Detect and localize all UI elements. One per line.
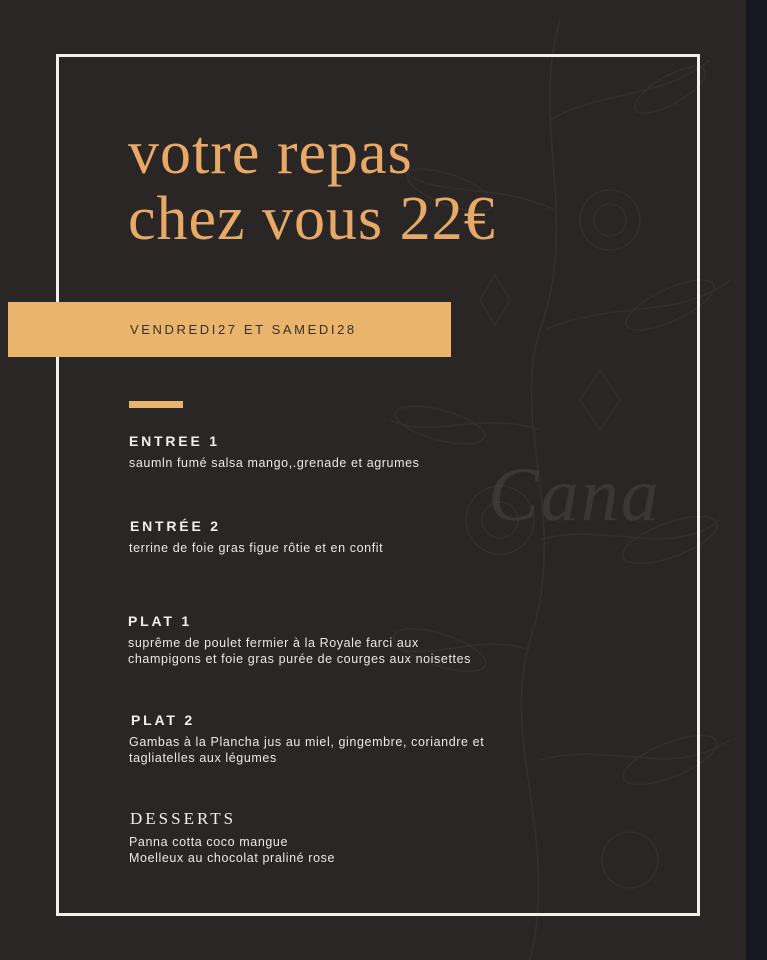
section-line: terrine de foie gras figue rôtie et en confit xyxy=(129,541,384,555)
section-line: Moelleux au chocolat praliné rose xyxy=(129,851,336,865)
section-heading-plat-1: PLAT 1 xyxy=(128,613,192,629)
section-text-plat-1 xyxy=(128,635,471,667)
section-line: saumln fumé salsa mango,.grenade et agrumes xyxy=(129,456,420,470)
section-heading-desserts: DESSERTS xyxy=(130,809,237,828)
date-label: VENDREDI27 ET SAMEDI28 xyxy=(130,322,357,337)
watermark-logo: Cana xyxy=(488,453,661,537)
page-title xyxy=(128,120,496,252)
section-text-entree-1 xyxy=(129,455,420,471)
section-line: champigons et foie gras purée de courges aux noisettes xyxy=(128,652,472,666)
section-text-desserts xyxy=(129,834,335,866)
section-line: suprême de poulet fermier à la Royale farci aux xyxy=(128,636,419,650)
section-line: Panna cotta coco mangue xyxy=(129,835,289,849)
section-line: Gambas à la Plancha jus au miel, gingembre, coriandre et xyxy=(129,735,485,749)
section-heading-plat-2: PLAT 2 xyxy=(131,712,195,728)
section-heading-entree-2: ENTRÉE 2 xyxy=(130,518,221,534)
section-text-entree-2 xyxy=(129,540,383,556)
right-edge xyxy=(746,0,767,960)
title-line-2: chez vous 22€ xyxy=(128,185,496,253)
accent-divider xyxy=(129,401,183,408)
title-line-1: votre repas xyxy=(128,119,413,187)
section-heading-entree-1: ENTREE 1 xyxy=(129,433,220,449)
section-text-plat-2 xyxy=(129,734,484,766)
section-line: tagliatelles aux légumes xyxy=(129,751,277,765)
